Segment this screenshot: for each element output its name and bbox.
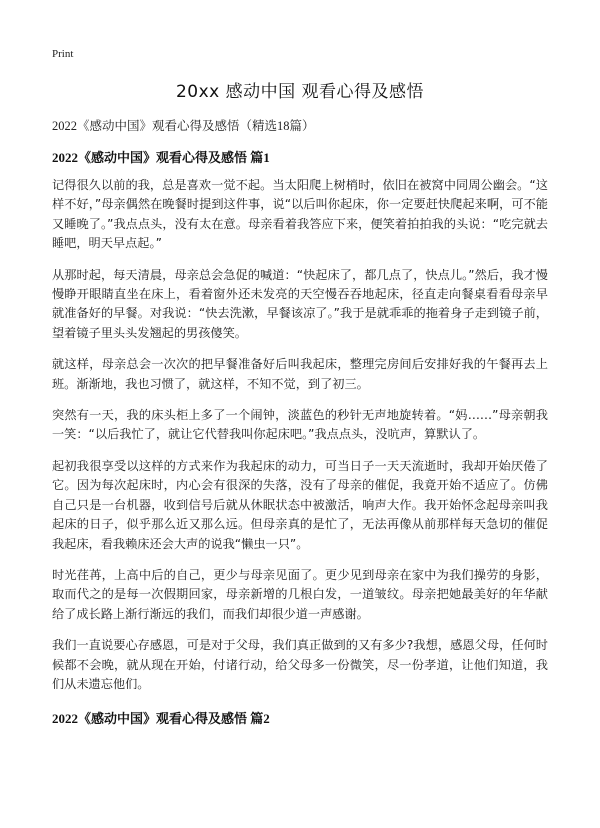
- document-title: 20xx 感动中国 观看心得及感悟: [175, 82, 425, 102]
- document-subtitle: 2022《感动中国》观看心得及感悟（精选18篇）: [52, 119, 315, 133]
- section-1: [52, 147, 548, 694]
- paragraph: 从那时起，每天清晨，母亲总会急促的喊道：“快起床了，都几点了，快点儿。”然后，我才慢慢睁开眼睛直坐在床上，看着窗外还未发亮的天空慢吞吞地起床，径直走向餐桌看看母亲早就准备好的早餐。对我说：“快去洗漱，早餐该凉了。”我于是就乖乖的拖着身子走到镜子前，望着镜子里头头发翘起的男孩傻笑。: [52, 267, 548, 340]
- section-2: [52, 708, 548, 727]
- paragraph: 突然有一天，我的床头柜上多了一个闹钟，淡蓝色的秒针无声地旋转着。“妈……”母亲朝我一笑：“以后我忙了，就让它代替我叫你起床吧。”我点点头，没吭声，算默认了。: [52, 408, 548, 442]
- paragraph: 时光荏苒，上高中后的自己，更少与母亲见面了。更少见到母亲在家中为我们操劳的身影，取而代之的是每一次假期回家，母亲新增的几根白发，一道皱纹。母亲把她最美好的年华献给了成长路上渐行渐远的我们，而我们却很少道一声感谢。: [52, 567, 548, 621]
- paragraph: 就这样，母亲总会一次次的把早餐准备好后叫我起床，整理完房间后安排好我的午餐再去上班。渐渐地，我也习惯了，就这样，不知不觉，到了初三。: [52, 357, 548, 391]
- section-heading: 2022《感动中国》观看心得及感悟 篇1: [52, 150, 270, 165]
- paragraph: 我们一直说要心存感恩，可是对于父母，我们真正做到的又有多少?我想，感恩父母，任何时候都不会晚，就从现在开始，付诸行动，给父母多一份微笑，尽一份孝道，让他们知道，我们从未遗忘他们。: [52, 638, 548, 691]
- paragraph: 起初我很享受以这样的方式来作为我起床的动力，可当日子一天天流逝时，我却开始厌倦了它。因为每次起床时，内心会有很深的失落，没有了母亲的催促，我竟开始不适应了。仿佛自己只是一台机器，收到信号后就从休眠状态中被激活，响声大作。我开始怀念起母亲叫我起床的日子，似乎那么近又那么远。但母亲真的是忙了，无法再像从前那样每天急切的催促我起床，看我赖床还会大声的说我“懒虫一只”。: [52, 458, 548, 551]
- print-label: Print: [52, 48, 74, 60]
- paragraph: 记得很久以前的我，总是喜欢一觉不起。当太阳爬上树梢时，依旧在被窝中同周公幽会。“这样不好，”母亲偶然在晚餐时提到这件事，说“以后叫你起床，你一定要赶快爬起来啊，可不能又睡晚了。”我点点头，没有太在意。母亲看着我答应下来，便笑着拍拍我的头说：“吃完就去睡吧，明天早点起。”: [52, 178, 548, 251]
- section-heading: 2022《感动中国》观看心得及感悟 篇2: [52, 711, 270, 727]
